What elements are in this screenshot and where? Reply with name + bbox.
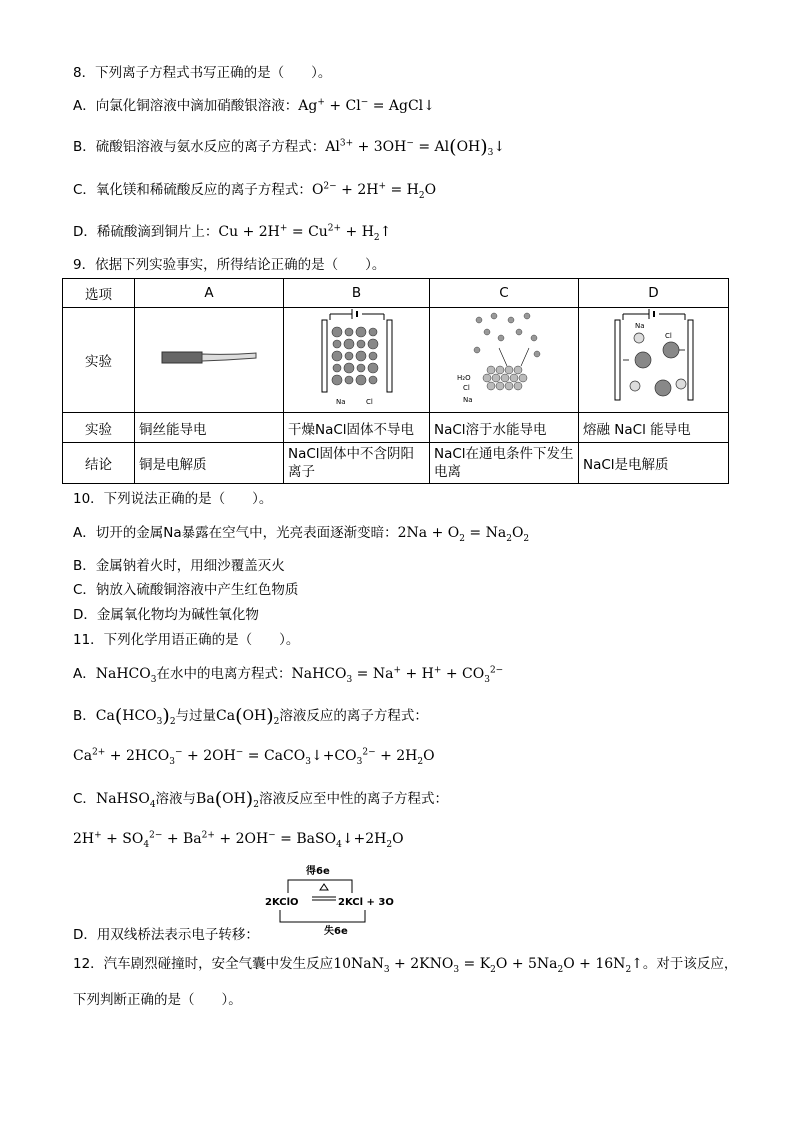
q12-text2: 。对于该反应， xyxy=(642,956,738,972)
q9-fact-b: 干燥NaCl固体不导电 xyxy=(284,413,430,443)
q9-fact-label: 实验 xyxy=(63,413,135,443)
q10-stem: 10．下列说法正确的是（ ）。 xyxy=(73,491,273,507)
q11-option-c-equation: $2H^+ + SO_4^{2-} + Ba^{2+} + 2OH^-$ = $BaSO_4↓+2H_2O$ xyxy=(73,830,404,850)
q10-option-a: A．切开的金属Na暴露在空气中，光亮表面逐渐变暗：$2Na + O_2 = Na_2O_2$ xyxy=(73,525,530,544)
q11-option-b-text1: 与过量 xyxy=(175,708,217,724)
q11-stem: 11．下列化学用语正确的是（ ）。 xyxy=(73,632,300,648)
q9-conclusion-label: 结论 xyxy=(63,443,135,484)
bridge-lose-label: 失6e xyxy=(324,926,348,937)
q8-option-c-text: C．氧化镁和稀硫酸反应的离子方程式： xyxy=(73,182,312,198)
q8-option-a-text: A．向氯化铜溶液中滴加硝酸银溶液： xyxy=(73,98,299,114)
q9-header-b: B xyxy=(284,279,430,308)
label-cl: Cl xyxy=(365,398,373,406)
q10-option-b: B．金属钠着火时，用细沙覆盖灭火 xyxy=(73,558,285,574)
dry-nacl-figure xyxy=(302,308,412,408)
q11-option-b-equation: $Ca^{2+} + 2HCO_3^- + 2OH^-$ = $CaCO_3↓+CO_3^{2-} + 2H_2O$ xyxy=(73,747,435,767)
q8-option-d: D．稀硫酸滴到铜片上：$Cu + 2H^+ = Cu^{2+}$ + $H_2↑$ xyxy=(73,223,392,243)
q8-option-b: B．硫酸铝溶液与氨水反应的离子方程式：$Al^{3+} + 3OH^-$ = $Al(OH)_3↓$ xyxy=(73,136,506,158)
q9-experiment-label: 实验 xyxy=(63,308,135,413)
q9-header-a: A xyxy=(135,279,284,308)
label-na: Na xyxy=(335,398,346,406)
q9-figure-c xyxy=(430,308,579,413)
label-na-d: Na xyxy=(634,322,645,330)
q9-experiment-row xyxy=(63,308,729,413)
q10-option-c: C．钠放入硫酸铜溶液中产生红色物质 xyxy=(73,582,299,598)
q11-option-b: B．$Ca(HCO_3)_2$与过量$Ca(OH)_2$溶液反应的离子方程式： xyxy=(73,705,428,727)
q9-fact-row xyxy=(63,413,729,443)
q11-option-a-text: 在水中的电离方程式： xyxy=(156,666,292,682)
bridge-right: 2KCl + 3O xyxy=(338,897,394,908)
q11-option-a: A．NaHCO$_3$在水中的电离方程式：NaHCO$_3$ = $Na^+ + H^+ + CO_3^{2-}$ xyxy=(73,665,504,685)
q8-stem: 8．下列离子方程式书写正确的是（ ）。 xyxy=(73,65,332,81)
q9-header-c: C xyxy=(430,279,579,308)
q9-table xyxy=(62,278,729,484)
q9-figure-d xyxy=(579,308,729,413)
q12-line2: 下列判断正确的是（ ）。 xyxy=(73,992,242,1008)
q9-conclusion-c: NaCl在通电条件下发生电离 xyxy=(430,443,579,484)
q8-option-d-text: D．稀硫酸滴到铜片上： xyxy=(73,224,219,240)
label-na-c: Na xyxy=(463,396,473,404)
q10-option-d: D．金属氧化物均为碱性氧化物 xyxy=(73,607,259,623)
q9-header-d: D xyxy=(579,279,729,308)
molten-nacl-figure xyxy=(599,308,709,408)
q9-conclusion-b: NaCl固体中不含阴阳离子 xyxy=(284,443,430,484)
q9-fact-a: 铜丝能导电 xyxy=(135,413,284,443)
q9-figure-a xyxy=(135,308,284,413)
q8-option-c: C．氧化镁和稀硫酸反应的离子方程式：$O^{2-} + 2H^+ = H_2O$ xyxy=(73,181,437,201)
q12-line1: 12．汽车剧烈碰撞时，安全气囊中发生反应$10NaN_3 + 2KNO_3 = K_2O + 5Na_2O$ + $16N_2↑$。对于该反应， xyxy=(73,956,738,975)
q11-option-c: C．NaHSO$_4$溶液与$Ba(OH)_2$溶液反应至中性的离子方程式： xyxy=(73,788,448,810)
q9-header-row xyxy=(63,279,729,308)
q11-option-c-text2: 溶液反应至中性的离子方程式： xyxy=(258,791,448,807)
q12-text1: 12．汽车剧烈碰撞时，安全气囊中发生反应 xyxy=(73,956,334,972)
q9-conclusion-d: NaCl是电解质 xyxy=(579,443,729,484)
q11-option-b-text2: 溶液反应的离子方程式： xyxy=(279,708,428,724)
q8-option-a: A．向氯化铜溶液中滴加硝酸银溶液：Ag+ + Cl− = AgCl↓ xyxy=(73,97,435,114)
q9-conclusion-row xyxy=(63,443,729,484)
q11-option-d: D．用双线桥法表示电子转移： xyxy=(73,927,259,943)
nacl-dissolve-figure xyxy=(449,308,559,408)
double-bridge-diagram xyxy=(260,862,396,938)
q10-option-a-text: A．切开的金属Na暴露在空气中，光亮表面逐渐变暗： xyxy=(73,525,398,541)
bridge-gain-label: 得6e xyxy=(306,866,330,877)
bridge-left: 2KClO xyxy=(265,897,299,908)
q9-stem: 9．依据下列实验事实，所得结论正确的是（ ）。 xyxy=(73,257,386,273)
q9-fact-c: NaCl溶于水能导电 xyxy=(430,413,579,443)
q11-option-b-prefix: B． xyxy=(73,708,96,724)
q9-figure-b xyxy=(284,308,430,413)
q11-option-a-prefix: A． xyxy=(73,666,96,682)
q11-option-c-prefix: C． xyxy=(73,791,96,807)
q9-header-option: 选项 xyxy=(63,279,135,308)
q9-fact-d: 熔融 NaCl 能导电 xyxy=(579,413,729,443)
q8-option-b-text: B．硫酸铝溶液与氨水反应的离子方程式： xyxy=(73,139,326,155)
label-h2o: H₂O xyxy=(457,374,471,382)
q9-conclusion-a: 铜是电解质 xyxy=(135,443,284,484)
label-cl-d: Cl xyxy=(664,332,672,340)
q11-option-c-text1: 溶液与 xyxy=(155,791,197,807)
label-cl-c: Cl xyxy=(463,384,470,392)
copper-wire-figure xyxy=(154,343,264,373)
